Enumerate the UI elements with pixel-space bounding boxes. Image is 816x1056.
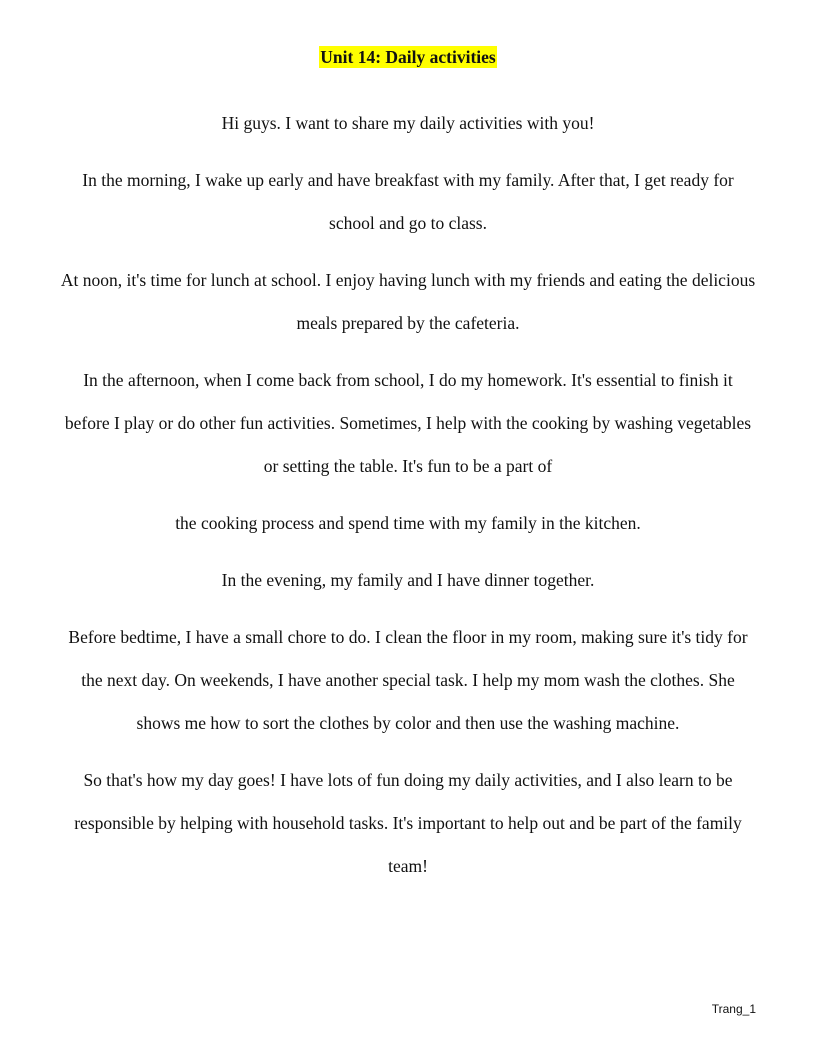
document-body — [60, 102, 756, 902]
paragraph-afternoon-continued: the cooking process and spend time with my family in the kitchen. — [175, 513, 641, 533]
page-footer: Trang_1 — [711, 1002, 756, 1016]
paragraph-bedtime: Before bedtime, I have a small chore to do. I clean the floor in my room, making sure it's tidy for the next day. On weekends, I have another special task. I help my mom wash the clothes. She shows me how to sort the clothes by color and then use the washing machine. — [68, 627, 748, 733]
paragraph-greeting: Hi guys. I want to share my daily activities with you! — [221, 113, 595, 133]
paragraph-afternoon: In the afternoon, when I come back from school, I do my homework. It's essential to finish it before I play or do other fun activities. Sometimes, I help with the cooking by washing vegetables or setting the table. It's fun to be a part of — [64, 370, 752, 476]
page-title: Unit 14: Daily activities — [320, 47, 496, 67]
paragraph-noon: At noon, it's time for lunch at school. I enjoy having lunch with my friends and eating the delicious meals prepared by the cafeteria. — [60, 270, 756, 333]
title-container — [0, 46, 816, 68]
paragraph-morning: In the morning, I wake up early and have breakfast with my family. After that, I get ready for school and go to class. — [82, 170, 734, 233]
paragraph-evening: In the evening, my family and I have dinner together. — [221, 570, 595, 590]
paragraph-conclusion: So that's how my day goes! I have lots of fun doing my daily activities, and I also learn to be responsible by helping with household tasks. It's important to help out and be part of the family team! — [74, 770, 742, 876]
